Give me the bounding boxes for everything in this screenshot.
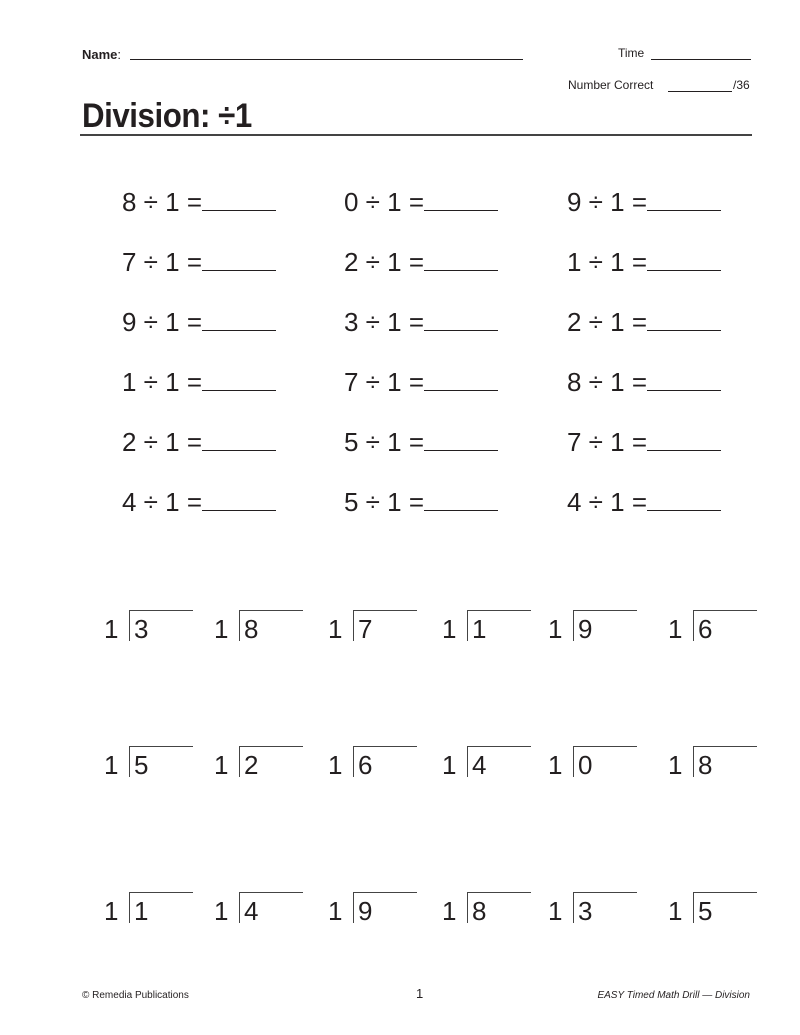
dividend: 6 — [358, 750, 373, 780]
problem-text: 5 ÷ 1 = — [344, 487, 425, 517]
name-colon: : — [117, 47, 122, 62]
dividend: 9 — [358, 896, 373, 926]
long-division-problem[interactable] — [668, 610, 763, 644]
long-division-problem[interactable] — [668, 746, 763, 780]
long-division-problem[interactable] — [328, 892, 423, 926]
answer-blank[interactable] — [424, 308, 498, 331]
dividend: 1 — [472, 614, 487, 644]
divisor: 1 — [214, 614, 229, 644]
division-problem — [344, 307, 498, 337]
problem-text: 9 ÷ 1 = — [567, 187, 648, 217]
book-title: EASY Timed Math Drill — Division — [597, 990, 750, 1001]
divisor: 1 — [442, 614, 457, 644]
answer-blank[interactable] — [424, 188, 498, 211]
divisor: 1 — [214, 896, 229, 926]
dividend: 8 — [472, 896, 487, 926]
problem-text: 2 ÷ 1 = — [122, 427, 203, 457]
divisor: 1 — [442, 750, 457, 780]
problem-text: 0 ÷ 1 = — [344, 187, 425, 217]
problem-text: 3 ÷ 1 = — [344, 307, 425, 337]
dividend: 9 — [578, 614, 593, 644]
divisor: 1 — [442, 896, 457, 926]
divisor: 1 — [668, 750, 683, 780]
divisor: 1 — [548, 750, 563, 780]
problem-text: 8 ÷ 1 = — [567, 367, 648, 397]
answer-blank[interactable] — [424, 428, 498, 451]
divisor: 1 — [328, 750, 343, 780]
division-problem — [122, 247, 276, 277]
problem-text: 4 ÷ 1 = — [567, 487, 648, 517]
page-title: Division: ÷1 — [82, 97, 252, 135]
dividend: 7 — [358, 614, 373, 644]
answer-blank[interactable] — [647, 368, 721, 391]
answer-blank[interactable] — [647, 188, 721, 211]
answer-blank[interactable] — [424, 248, 498, 271]
long-division-problem[interactable] — [548, 610, 643, 644]
division-problem — [344, 187, 498, 217]
long-division-problem[interactable] — [104, 892, 199, 926]
division-problem — [122, 187, 276, 217]
answer-blank[interactable] — [202, 188, 276, 211]
division-problem — [567, 427, 721, 457]
problem-text: 7 ÷ 1 = — [122, 247, 203, 277]
page-number: 1 — [416, 986, 424, 1001]
divisor: 1 — [548, 896, 563, 926]
number-correct-label: Number Correct — [568, 78, 654, 92]
problem-text: 1 ÷ 1 = — [122, 367, 203, 397]
long-division-problem[interactable] — [104, 746, 199, 780]
answer-blank[interactable] — [202, 308, 276, 331]
answer-blank[interactable] — [647, 428, 721, 451]
name-field[interactable] — [130, 59, 523, 60]
dividend: 6 — [698, 614, 713, 644]
dividend: 4 — [472, 750, 487, 780]
divisor: 1 — [328, 896, 343, 926]
long-division-problem[interactable] — [442, 746, 537, 780]
answer-blank[interactable] — [202, 248, 276, 271]
answer-blank[interactable] — [424, 488, 498, 511]
division-problem — [567, 367, 721, 397]
number-correct-field[interactable] — [668, 91, 732, 92]
long-division-problem[interactable] — [668, 892, 763, 926]
division-problem — [567, 487, 721, 517]
time-label: Time — [618, 46, 645, 60]
name-label-text: Name — [82, 47, 118, 62]
long-division-problem[interactable] — [548, 746, 643, 780]
division-problem — [344, 367, 498, 397]
problem-text: 1 ÷ 1 = — [567, 247, 648, 277]
problem-text: 5 ÷ 1 = — [344, 427, 425, 457]
problem-text: 9 ÷ 1 = — [122, 307, 203, 337]
answer-blank[interactable] — [424, 368, 498, 391]
dividend: 1 — [134, 896, 149, 926]
answer-blank[interactable] — [202, 488, 276, 511]
problem-text: 4 ÷ 1 = — [122, 487, 203, 517]
divisor: 1 — [328, 614, 343, 644]
time-field[interactable] — [651, 59, 751, 60]
name-label — [82, 47, 121, 62]
long-division-problem[interactable] — [548, 892, 643, 926]
long-division-problem[interactable] — [214, 610, 309, 644]
dividend: 3 — [134, 614, 149, 644]
number-correct-total: /36 — [733, 78, 750, 92]
divisor: 1 — [214, 750, 229, 780]
division-problem — [344, 247, 498, 277]
problem-text: 2 ÷ 1 = — [344, 247, 425, 277]
long-division-problem[interactable] — [442, 610, 537, 644]
divisor: 1 — [104, 896, 119, 926]
division-problem — [122, 307, 276, 337]
division-problem — [344, 427, 498, 457]
division-problem — [567, 187, 721, 217]
divisor: 1 — [668, 896, 683, 926]
answer-blank[interactable] — [202, 428, 276, 451]
answer-blank[interactable] — [647, 248, 721, 271]
divisor: 1 — [668, 614, 683, 644]
dividend: 5 — [134, 750, 149, 780]
divisor: 1 — [104, 750, 119, 780]
division-problem — [122, 367, 276, 397]
long-division-problem[interactable] — [328, 746, 423, 780]
publisher-credit: © Remedia Publications — [82, 990, 189, 1001]
division-problem — [567, 247, 721, 277]
long-division-problem[interactable] — [214, 746, 309, 780]
dividend: 5 — [698, 896, 713, 926]
dividend: 2 — [244, 750, 259, 780]
dividend: 8 — [698, 750, 713, 780]
long-division-problem[interactable] — [442, 892, 537, 926]
title-divider — [80, 134, 752, 136]
dividend: 3 — [578, 896, 593, 926]
dividend: 0 — [578, 750, 593, 780]
answer-blank[interactable] — [202, 368, 276, 391]
long-division-problem[interactable] — [214, 892, 309, 926]
problem-text: 8 ÷ 1 = — [122, 187, 203, 217]
dividend: 8 — [244, 614, 259, 644]
long-division-problem[interactable] — [104, 610, 199, 644]
division-problem — [344, 487, 498, 517]
division-problem — [122, 487, 276, 517]
answer-blank[interactable] — [647, 488, 721, 511]
divisor: 1 — [548, 614, 563, 644]
problem-text: 7 ÷ 1 = — [344, 367, 425, 397]
dividend: 4 — [244, 896, 259, 926]
answer-blank[interactable] — [647, 308, 721, 331]
divisor: 1 — [104, 614, 119, 644]
problem-text: 2 ÷ 1 = — [567, 307, 648, 337]
division-problem — [122, 427, 276, 457]
division-problem — [567, 307, 721, 337]
long-division-problem[interactable] — [328, 610, 423, 644]
problem-text: 7 ÷ 1 = — [567, 427, 648, 457]
